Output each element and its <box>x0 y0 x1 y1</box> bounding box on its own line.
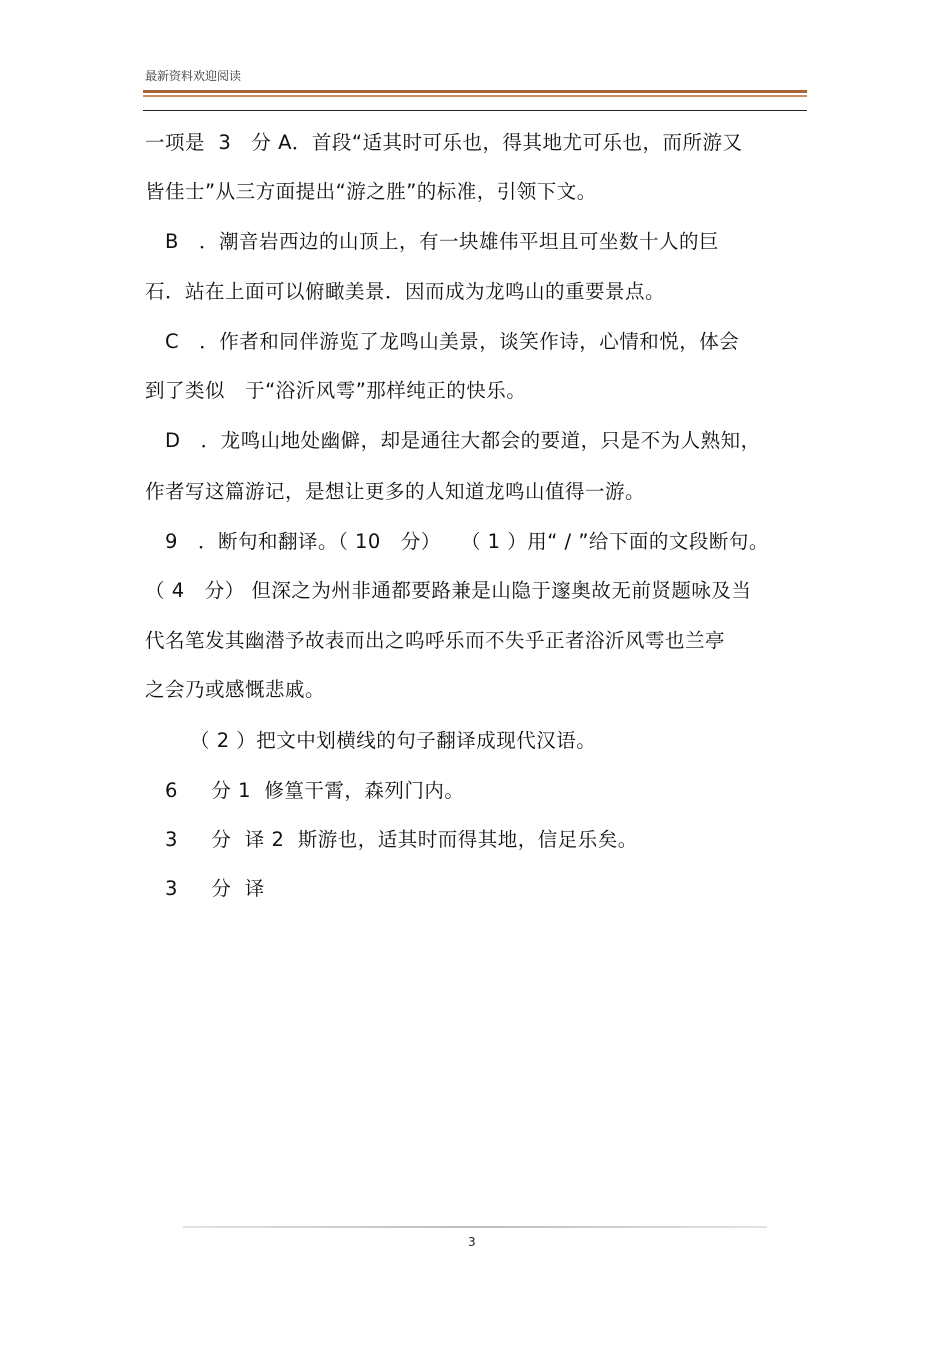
body-line: 皆佳士”从三方面提出“游之胜”的标准，引领下文。 <box>145 180 597 203</box>
footer-rule <box>183 1226 767 1228</box>
header-rule-thin <box>143 95 807 97</box>
body-line: 作者写这篇游记，是想让更多的人知道龙鸣山值得一游。 <box>145 480 646 503</box>
body-line: C ．作者和同伴游览了龙鸣山美景，谈笑作诗，心情和悦，体会 <box>165 330 740 353</box>
body-line: （ 4 分） 但深之为州非通都要路兼是山隐于邃奥故无前贤题咏及当 <box>145 579 752 602</box>
body-line: 9 ．断句和翻译。（ 10 分） （ 1 ）用“ / ”给下面的文段断句。 <box>165 530 769 553</box>
page-number: 3 <box>468 1235 476 1249</box>
body-line: 3 分 译 <box>165 877 265 900</box>
body-line: 一项是 3 分 A．首段“适其时可乐也，得其地尤可乐也，而所游又 <box>145 131 743 154</box>
body-line: B ．潮音岩西边的山顶上，有一块雄伟平坦且可坐数十人的巨 <box>165 230 719 253</box>
body-line: 6 分 1 修篁干霄，森列门内。 <box>165 779 465 802</box>
body-line: （ 2 ）把文中划横线的句子翻译成现代汉语。 <box>190 729 597 752</box>
body-line: 代名笔发其幽潜予故表而出之呜呼乐而不失乎正者浴沂风雩也兰亭 <box>145 629 726 652</box>
header-rule-dark <box>143 110 807 111</box>
body-line: 到了类似 于“浴沂风雩”那样纯正的快乐。 <box>145 379 527 402</box>
header-rule-thick <box>143 90 807 93</box>
page-header-text: 最新资料欢迎阅读 <box>145 69 242 83</box>
body-line: 之会乃或感慨悲戚。 <box>145 678 326 701</box>
body-line: D ．龙鸣山地处幽僻，却是通往大都会的要道，只是不为人熟知， <box>165 429 761 452</box>
body-line: 石．站在上面可以俯瞰美景．因而成为龙鸣山的重要景点。 <box>145 280 666 303</box>
body-line: 3 分 译 2 斯游也，适其时而得其地，信足乐矣。 <box>165 828 638 851</box>
